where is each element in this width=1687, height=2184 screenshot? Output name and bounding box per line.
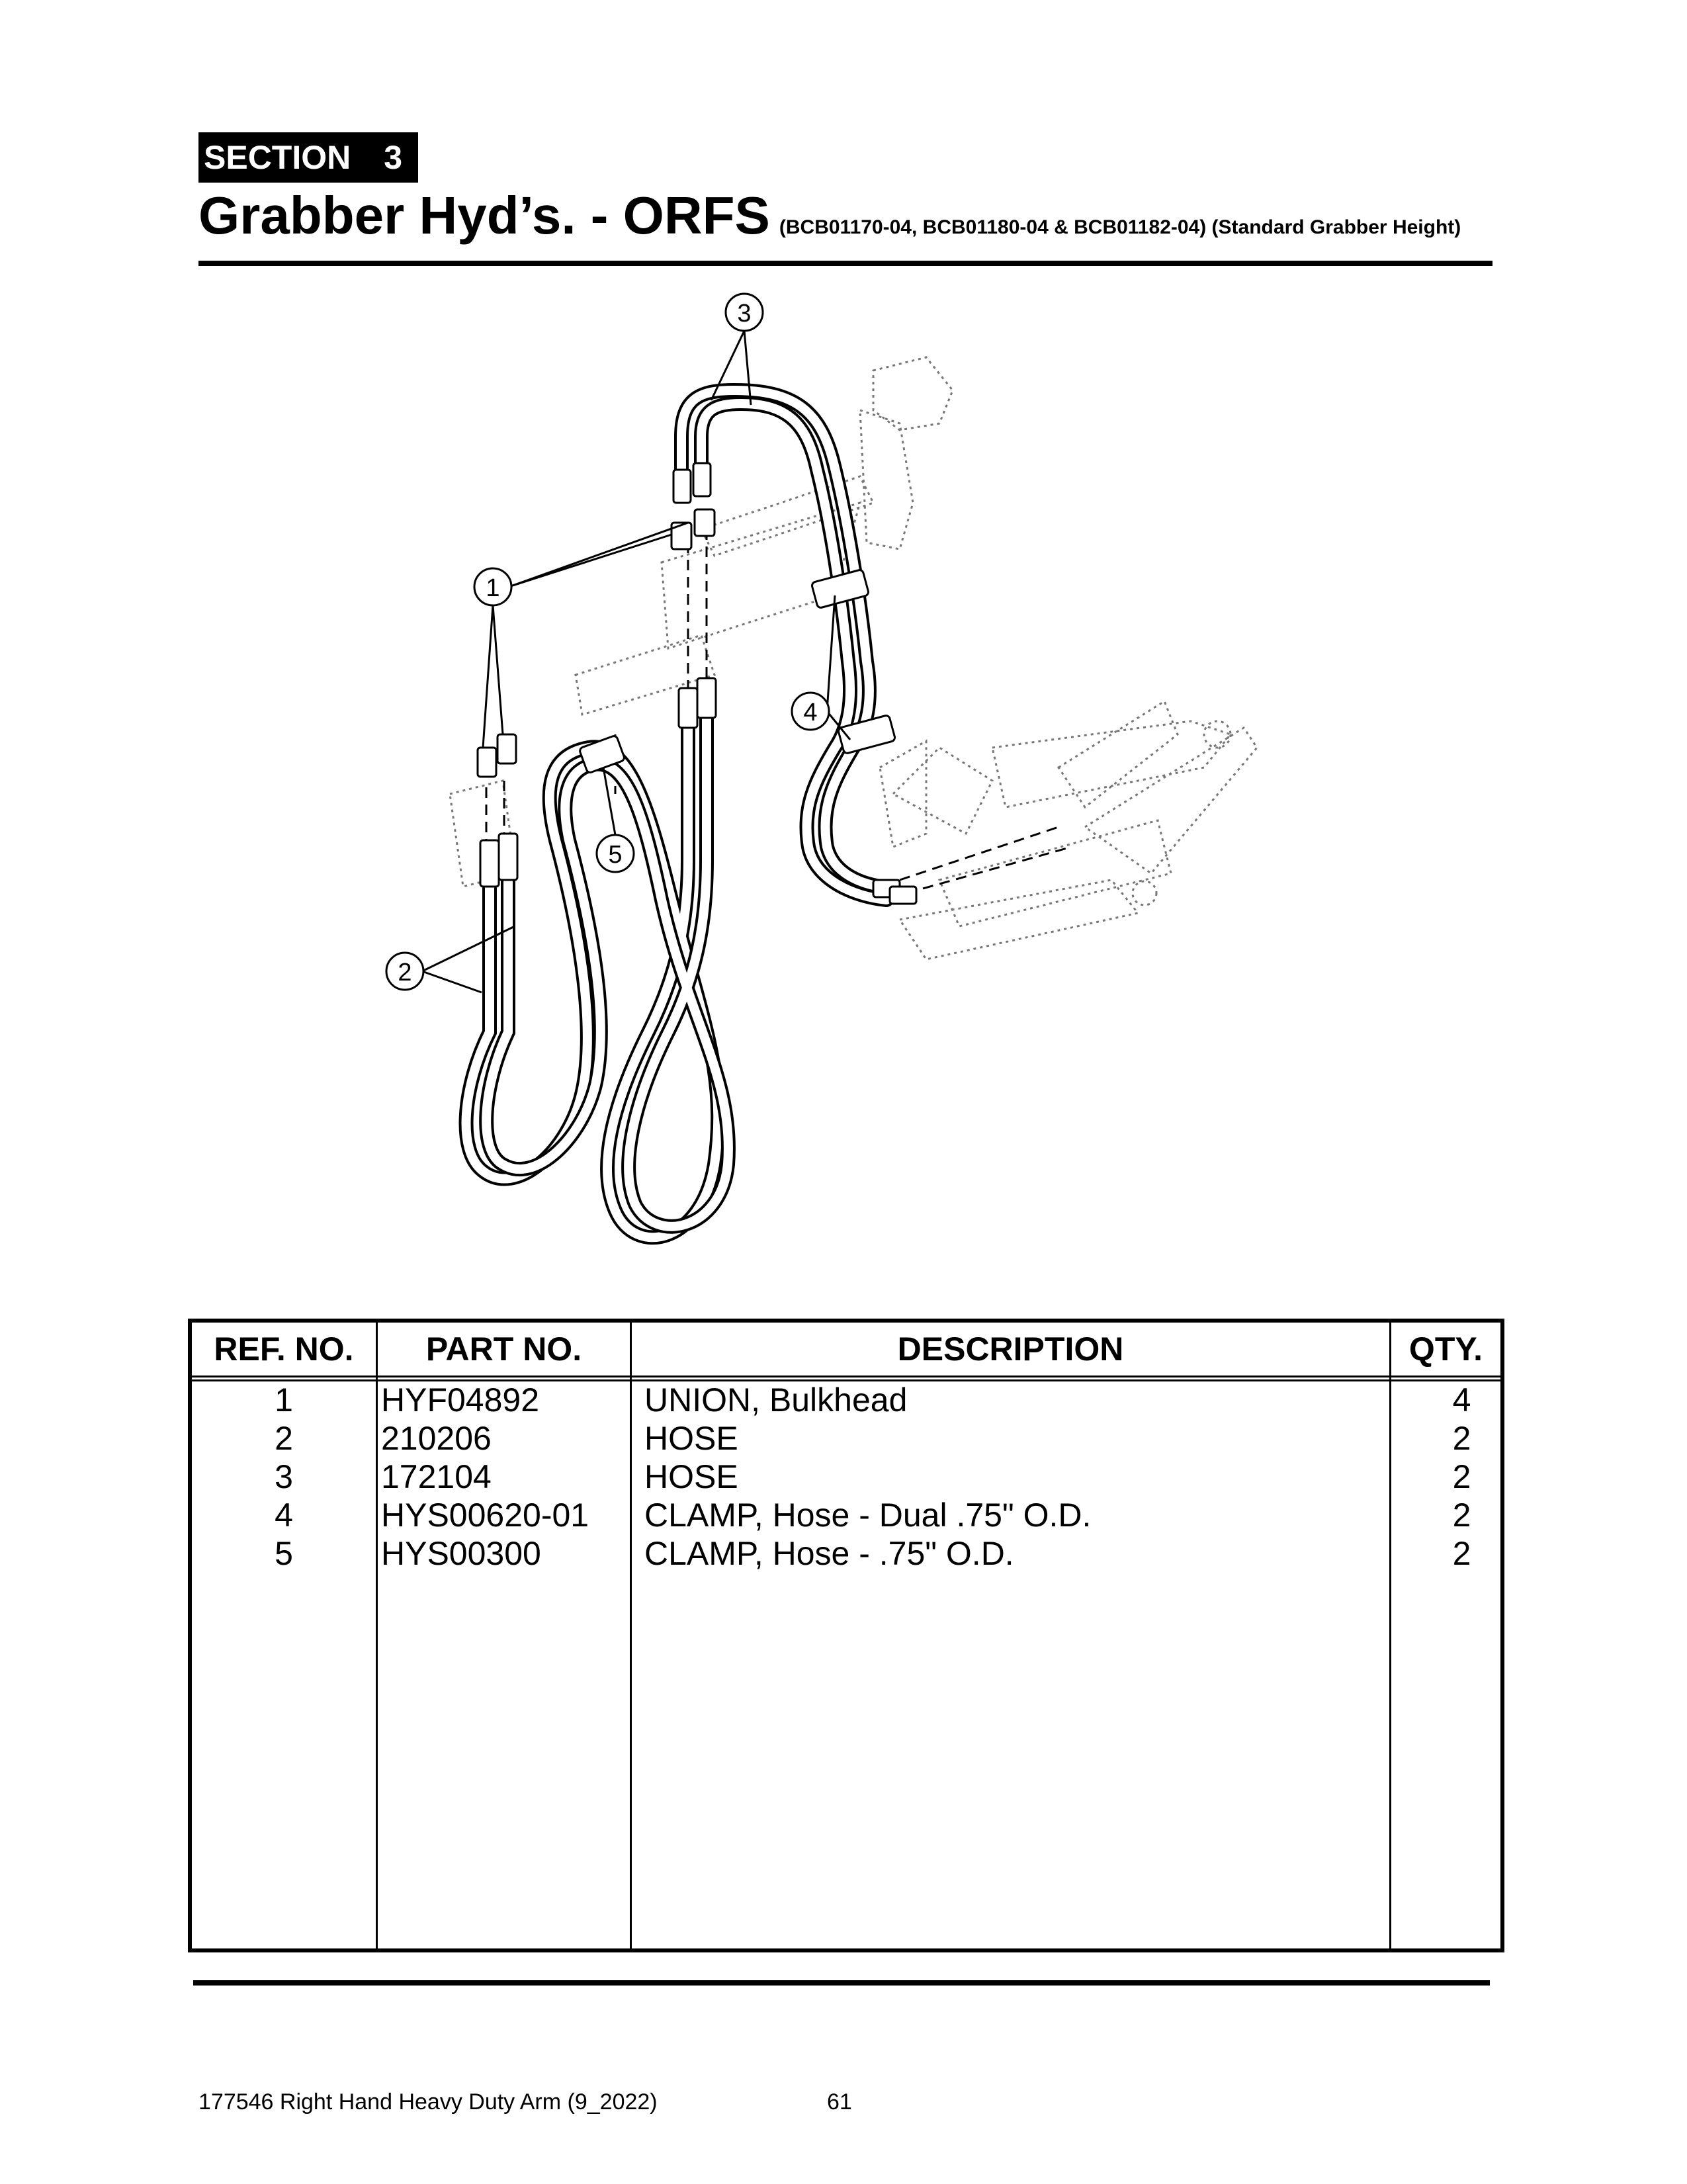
table-row: [192, 1458, 1500, 1496]
qty-cell: 2: [1452, 1420, 1471, 1457]
footer-page-number: 61: [827, 2089, 852, 2115]
description-cell: CLAMP, Hose - .75" O.D.: [644, 1535, 1014, 1572]
hose-2: [466, 708, 728, 1237]
callout-label-5: 5: [608, 841, 623, 869]
qty-cell: 2: [1452, 1497, 1471, 1534]
parts-table: [188, 1319, 1504, 1952]
table-row: [192, 1534, 1500, 1573]
section-label: SECTION: [204, 139, 351, 176]
part-cell: HYS00620-01: [381, 1497, 589, 1534]
part-cell: 210206: [381, 1420, 492, 1457]
ref-cell: 4: [275, 1497, 293, 1534]
column-header-qty: QTY.: [1408, 1331, 1483, 1368]
footer-document-title: 177546 Right Hand Heavy Duty Arm (9_2022): [198, 2089, 658, 2115]
column-header-ref: REF. NO.: [214, 1331, 354, 1368]
part-cell: 172104: [381, 1458, 492, 1495]
page-title: [198, 183, 1461, 261]
description-cell: HOSE: [644, 1420, 738, 1457]
part-cell: HYF04892: [381, 1381, 540, 1419]
hydraulic-hose-diagram: [331, 278, 1323, 1284]
callout-label-2: 2: [398, 959, 412, 986]
page-title-text: Grabber Hyd’s. - ORFS: [198, 186, 770, 245]
header-rule: [198, 261, 1492, 266]
qty-cell: 2: [1452, 1458, 1471, 1495]
qty-cell: 2: [1452, 1535, 1471, 1572]
description-cell: UNION, Bulkhead: [644, 1381, 908, 1419]
table-row: [192, 1496, 1500, 1534]
footer-rule: [193, 1980, 1490, 1986]
ref-cell: 3: [275, 1458, 293, 1495]
section-number: 3: [384, 139, 403, 176]
ref-cell: 1: [275, 1381, 293, 1419]
qty-cell: 4: [1452, 1381, 1471, 1419]
ref-cell: 2: [275, 1420, 293, 1457]
section-badge: [198, 132, 418, 183]
callout-label-1: 1: [486, 574, 500, 602]
description-cell: HOSE: [644, 1458, 738, 1495]
callout-label-3: 3: [737, 300, 752, 328]
table-row: [192, 1419, 1500, 1458]
part-cell: HYS00300: [381, 1535, 541, 1572]
callout-label-4: 4: [803, 699, 818, 726]
column-header-part: PART NO.: [425, 1331, 582, 1368]
ref-cell: 5: [275, 1535, 293, 1572]
description-cell: CLAMP, Hose - Dual .75" O.D.: [644, 1497, 1092, 1534]
page-subtitle: (BCB01170-04, BCB01180-04 & BCB01182-04) (Standard Grabber Height): [779, 216, 1461, 238]
column-header-description: DESCRIPTION: [897, 1331, 1124, 1368]
table-row: [192, 1381, 1500, 1419]
